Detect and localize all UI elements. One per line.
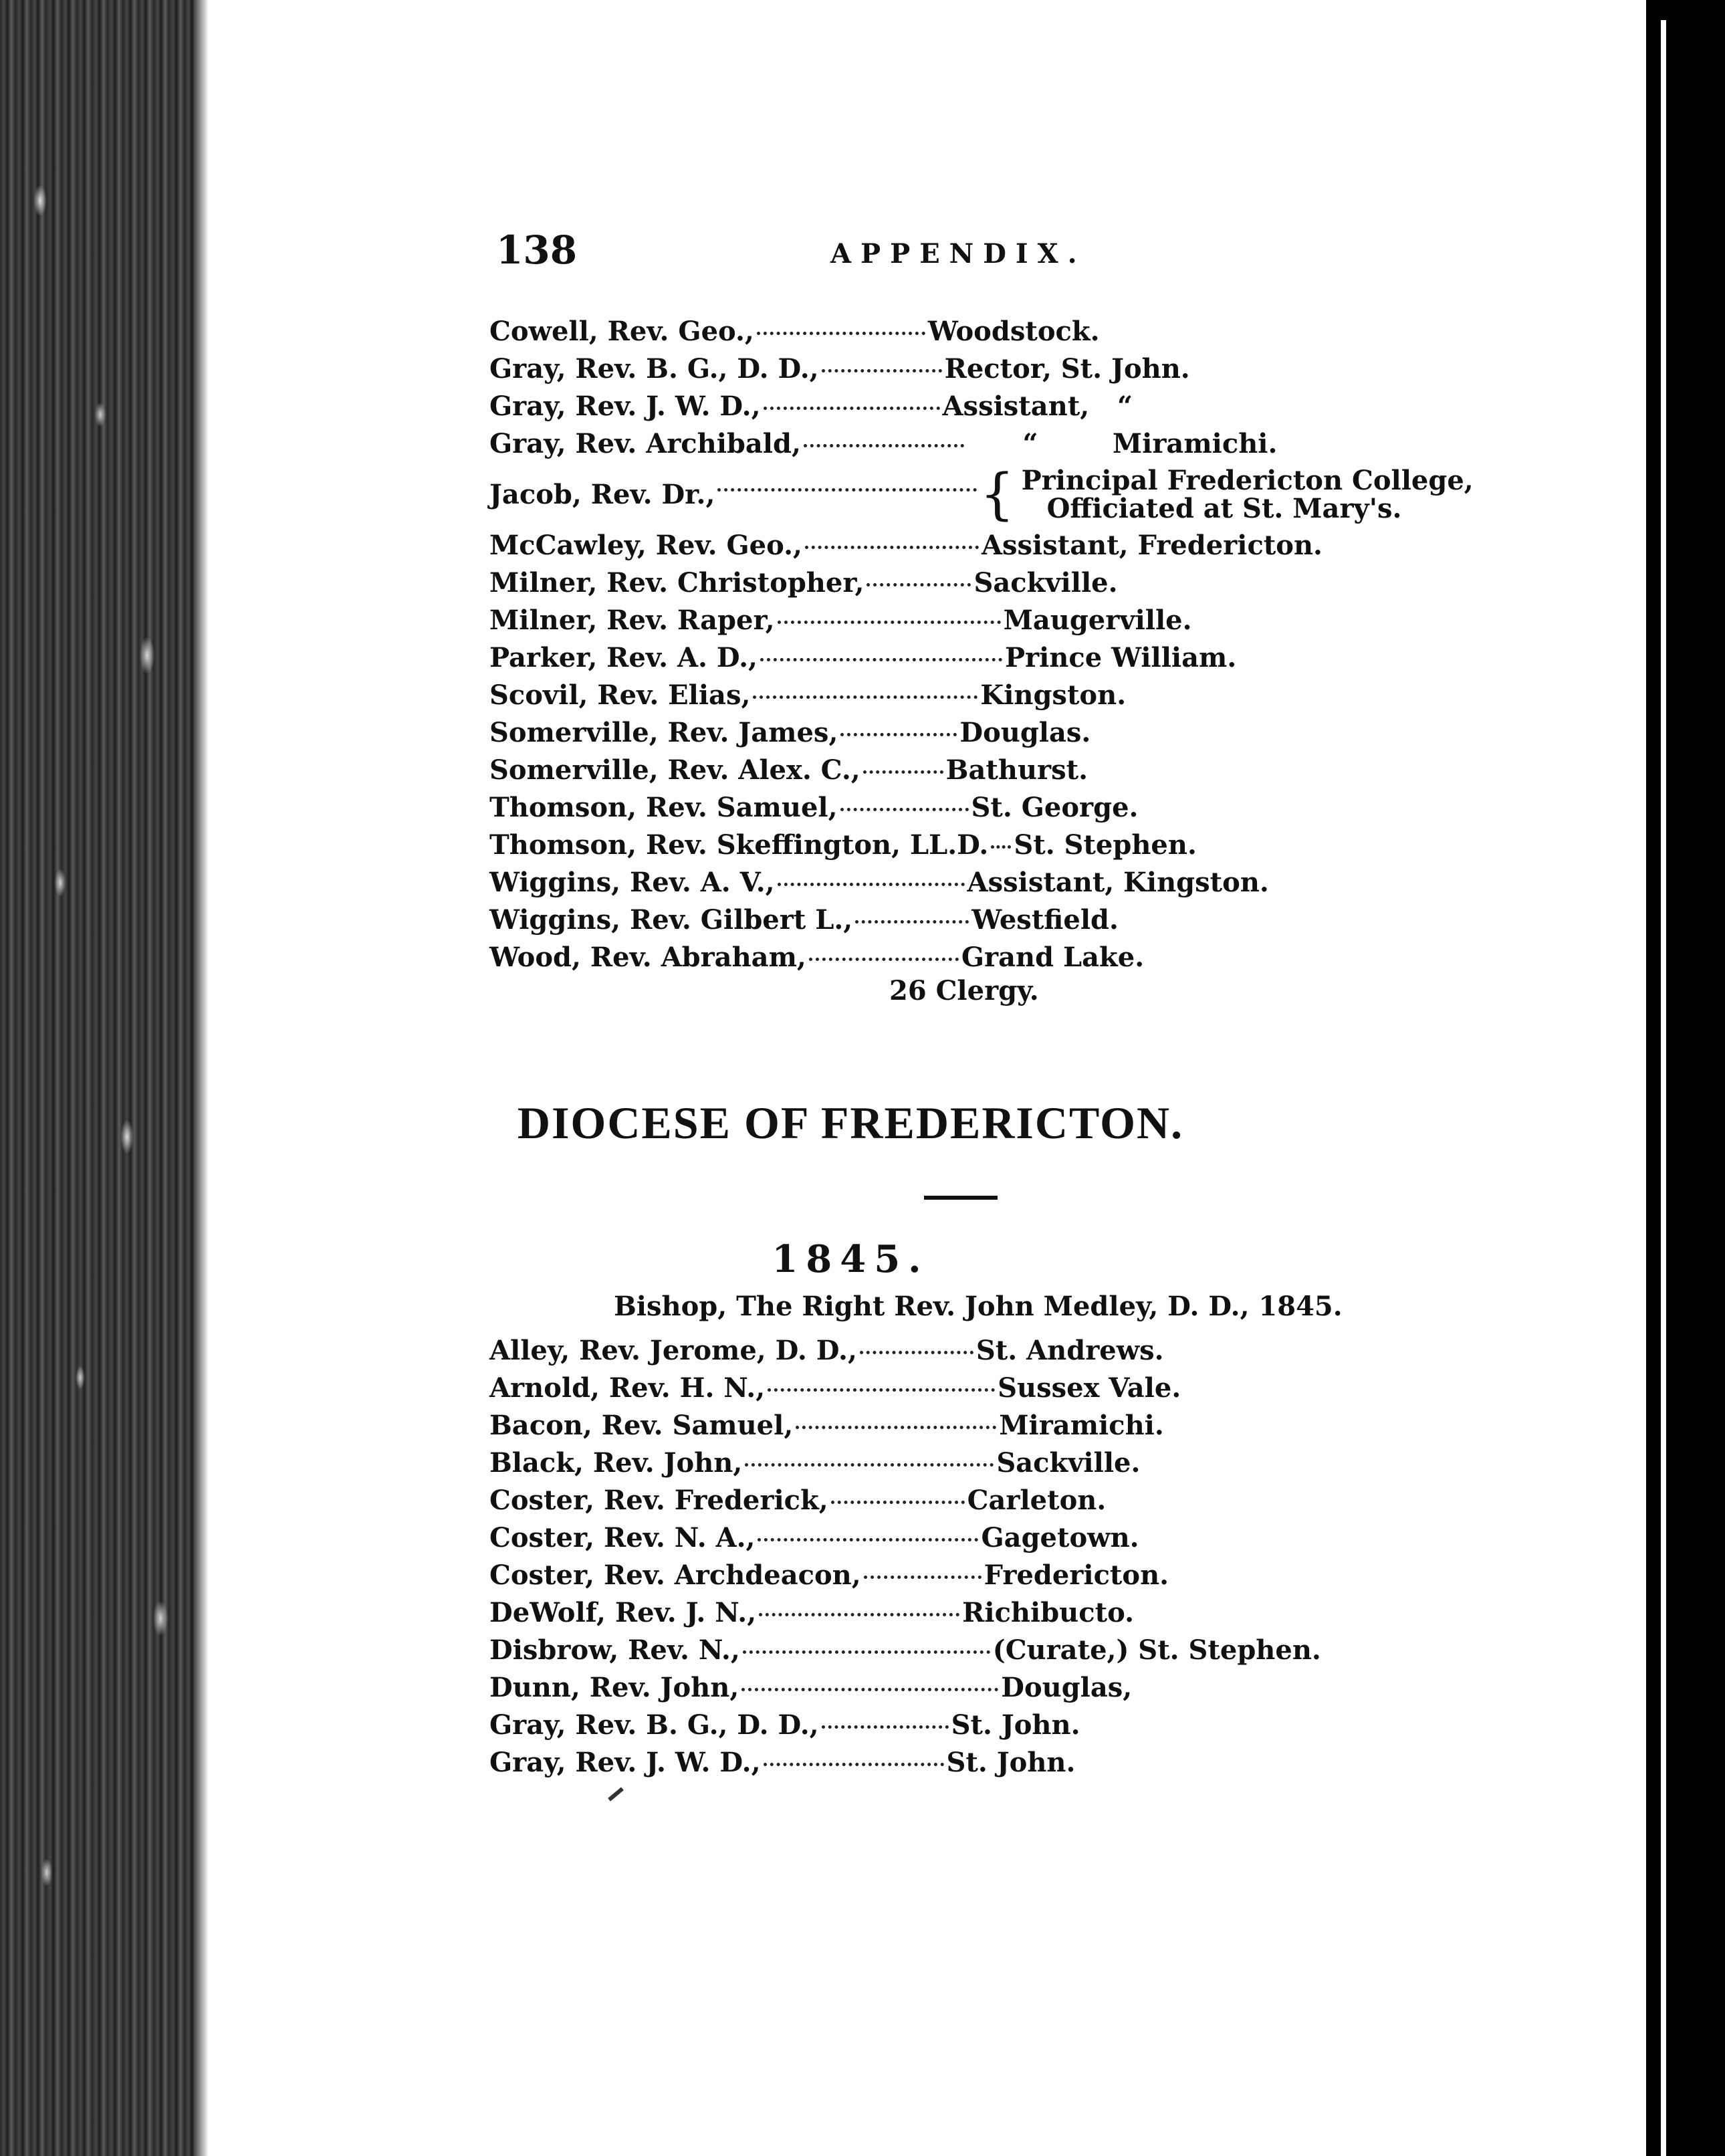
list-item: [489, 388, 1474, 425]
clergy-place: Prince William.: [1004, 642, 1237, 673]
leader-dots: [757, 332, 925, 335]
clergy-name: Wiggins, Rev. Gilbert L.,: [489, 904, 853, 936]
clergy-place: Assistant, Fredericton.: [981, 530, 1322, 561]
clergy-place: Gagetown.: [981, 1522, 1139, 1553]
clergy-name: Wood, Rev. Abraham,: [489, 942, 806, 973]
leader-dots: [796, 1426, 996, 1429]
clergy-name: Milner, Rev. Raper,: [489, 605, 775, 636]
clergy-name: Dunn, Rev. John,: [489, 1672, 739, 1703]
list-item: [489, 350, 1474, 388]
clergy-place: Douglas,: [1001, 1672, 1133, 1703]
heading-rule: [924, 1196, 998, 1200]
page-gutter-shadow: [194, 0, 209, 2156]
leader-dots: [867, 583, 971, 586]
clergy-place: Carleton.: [967, 1485, 1107, 1516]
clergy-name: Black, Rev. John,: [489, 1447, 743, 1479]
clergy-name: Wiggins, Rev. A. V.,: [489, 867, 775, 898]
leader-dots: [778, 621, 1001, 624]
section-year: 1845.: [772, 1237, 929, 1281]
clergy-name: Gray, Rev. J. W. D.,: [489, 1747, 761, 1778]
stray-pen-mark: [608, 1787, 624, 1801]
list-item: [489, 1332, 1321, 1370]
clergy-place: Richibucto.: [962, 1597, 1134, 1628]
clergy-place: Woodstock.: [927, 316, 1100, 347]
clergy-name: Milner, Rev. Christopher,: [489, 567, 865, 599]
list-item: [489, 527, 1474, 564]
leader-dots: [831, 1501, 965, 1504]
clergy-name: Bacon, Rev. Samuel,: [489, 1410, 794, 1441]
clergy-place-line: Principal Fredericton College,: [1021, 465, 1474, 496]
leader-dots: [809, 958, 959, 961]
leader-dots: [860, 1351, 973, 1354]
list-item: [489, 677, 1474, 714]
clergy-name: Coster, Rev. N. A.,: [489, 1522, 756, 1553]
leader-dots: [778, 883, 965, 886]
page-header: [209, 227, 1646, 274]
clergy-place: “ Miramichi.: [966, 428, 1278, 459]
clergy-place-line: Officiated at St. Mary's.: [1046, 493, 1402, 524]
clergy-name: Gray, Rev. J. W. D.,: [489, 391, 761, 422]
clergy-name: Disbrow, Rev. N.,: [489, 1634, 740, 1666]
list-item: [489, 1407, 1321, 1444]
leader-dots: [745, 1463, 994, 1467]
clergy-place: Miramichi.: [999, 1410, 1164, 1441]
list-item: [489, 901, 1474, 939]
clergy-total: 26 Clergy.: [889, 975, 1039, 1006]
leader-dots: [759, 1613, 959, 1616]
clergy-place: Assistant, “: [942, 391, 1133, 422]
clergy-name: Gray, Rev. B. G., D. D.,: [489, 1709, 819, 1741]
clergy-place: St. Stephen.: [1014, 829, 1197, 861]
clergy-name: Thomson, Rev. Skeffington, LL.D.: [489, 829, 989, 861]
clergy-place: Sackville.: [996, 1447, 1141, 1479]
leader-dots: [764, 1763, 944, 1766]
clergy-name: Thomson, Rev. Samuel,: [489, 792, 838, 823]
clergy-place: St. John.: [946, 1747, 1076, 1778]
book-page: [209, 0, 1646, 2156]
list-item: [489, 939, 1474, 976]
clergy-name: Parker, Rev. A. D.,: [489, 642, 758, 673]
clergy-name: DeWolf, Rev. J. N.,: [489, 1597, 757, 1628]
page-number: 138: [496, 227, 578, 273]
clergy-place: St. George.: [971, 792, 1139, 823]
clergy-place: Kingston.: [980, 679, 1127, 711]
clergy-place: Grand Lake.: [961, 942, 1145, 973]
leader-dots: [717, 488, 977, 492]
clergy-name: Arnold, Rev. H. N.,: [489, 1372, 766, 1404]
list-item: [489, 564, 1474, 602]
leader-dots: [822, 369, 942, 372]
clergy-place: Westfield.: [971, 904, 1119, 936]
book-binding-edge: [0, 0, 201, 2156]
clergy-name: Somerville, Rev. James,: [489, 717, 838, 748]
clergy-name: Gray, Rev. B. G., D. D.,: [489, 353, 819, 385]
list-item: [489, 827, 1474, 864]
list-item: [489, 789, 1474, 827]
clergy-name: Cowell, Rev. Geo.,: [489, 316, 754, 347]
clergy-place: Maugerville.: [1003, 605, 1192, 636]
clergy-name: Coster, Rev. Archdeacon,: [489, 1559, 861, 1591]
list-item: [489, 1669, 1321, 1707]
list-item: [489, 1707, 1321, 1744]
section-heading: DIOCESE OF FREDERICTON.: [517, 1097, 1184, 1148]
leader-dots: [768, 1388, 995, 1392]
leader-dots: [758, 1538, 978, 1541]
list-item: [489, 1594, 1321, 1632]
list-item: [489, 714, 1474, 752]
list-item: [489, 752, 1474, 789]
list-item: [489, 463, 1474, 527]
clergy-name: Jacob, Rev. Dr.,: [489, 479, 715, 510]
clergy-name: Scovil, Rev. Elias,: [489, 679, 751, 711]
leader-dots: [863, 770, 943, 774]
clergy-place-multiline: [1022, 467, 1474, 523]
list-item: [489, 1519, 1321, 1557]
leader-dots: [760, 658, 1002, 661]
list-item: [489, 1557, 1321, 1594]
clergy-place: (Curate,) St. Stephen.: [992, 1634, 1321, 1666]
scan-border-right: [1646, 0, 1725, 2156]
clergy-place: Rector, St. John.: [944, 353, 1190, 385]
curly-brace-icon: {: [980, 463, 1015, 526]
leader-dots: [764, 407, 940, 410]
bishop-line: Bishop, The Right Rev. John Medley, D. D., 1845.: [614, 1291, 1343, 1322]
clergy-place: St. John.: [951, 1709, 1080, 1741]
running-head: APPENDIX.: [830, 238, 1086, 270]
clergy-name: Somerville, Rev. Alex. C.,: [489, 754, 860, 786]
leader-dots: [743, 1650, 990, 1654]
list-item: [489, 1370, 1321, 1407]
clergy-name: McCawley, Rev. Geo.,: [489, 530, 802, 561]
leader-dots: [804, 444, 964, 447]
leader-dots: [753, 695, 978, 699]
clergy-place: Fredericton.: [984, 1559, 1169, 1591]
leader-dots: [864, 1576, 982, 1579]
clergy-place: Assistant, Kingston.: [967, 867, 1269, 898]
list-item: [489, 602, 1474, 639]
clergy-place: St. Andrews.: [975, 1335, 1164, 1366]
list-item: [489, 1632, 1321, 1669]
leader-dots: [805, 546, 979, 549]
list-item: [489, 1744, 1321, 1782]
clergy-list-2: [489, 1332, 1321, 1782]
clergy-name: Coster, Rev. Frederick,: [489, 1485, 828, 1516]
leader-dots: [840, 733, 957, 736]
clergy-list-1: [489, 313, 1474, 976]
leader-dots: [822, 1725, 949, 1729]
leader-dots: [741, 1688, 998, 1691]
list-item: [489, 313, 1474, 350]
clergy-place: Sackville.: [973, 567, 1118, 599]
list-item: [489, 639, 1474, 677]
list-item: [489, 425, 1474, 463]
list-item: [489, 864, 1474, 901]
clergy-name: Alley, Rev. Jerome, D. D.,: [489, 1335, 857, 1366]
clergy-name: Gray, Rev. Archibald,: [489, 428, 801, 459]
leader-dots: [991, 845, 1011, 849]
list-item: [489, 1482, 1321, 1519]
clergy-place: Sussex Vale.: [998, 1372, 1181, 1404]
leader-dots: [840, 808, 969, 811]
clergy-place: Bathurst.: [945, 754, 1088, 786]
leader-dots: [855, 920, 969, 924]
list-item: [489, 1444, 1321, 1482]
clergy-place: Douglas.: [959, 717, 1091, 748]
